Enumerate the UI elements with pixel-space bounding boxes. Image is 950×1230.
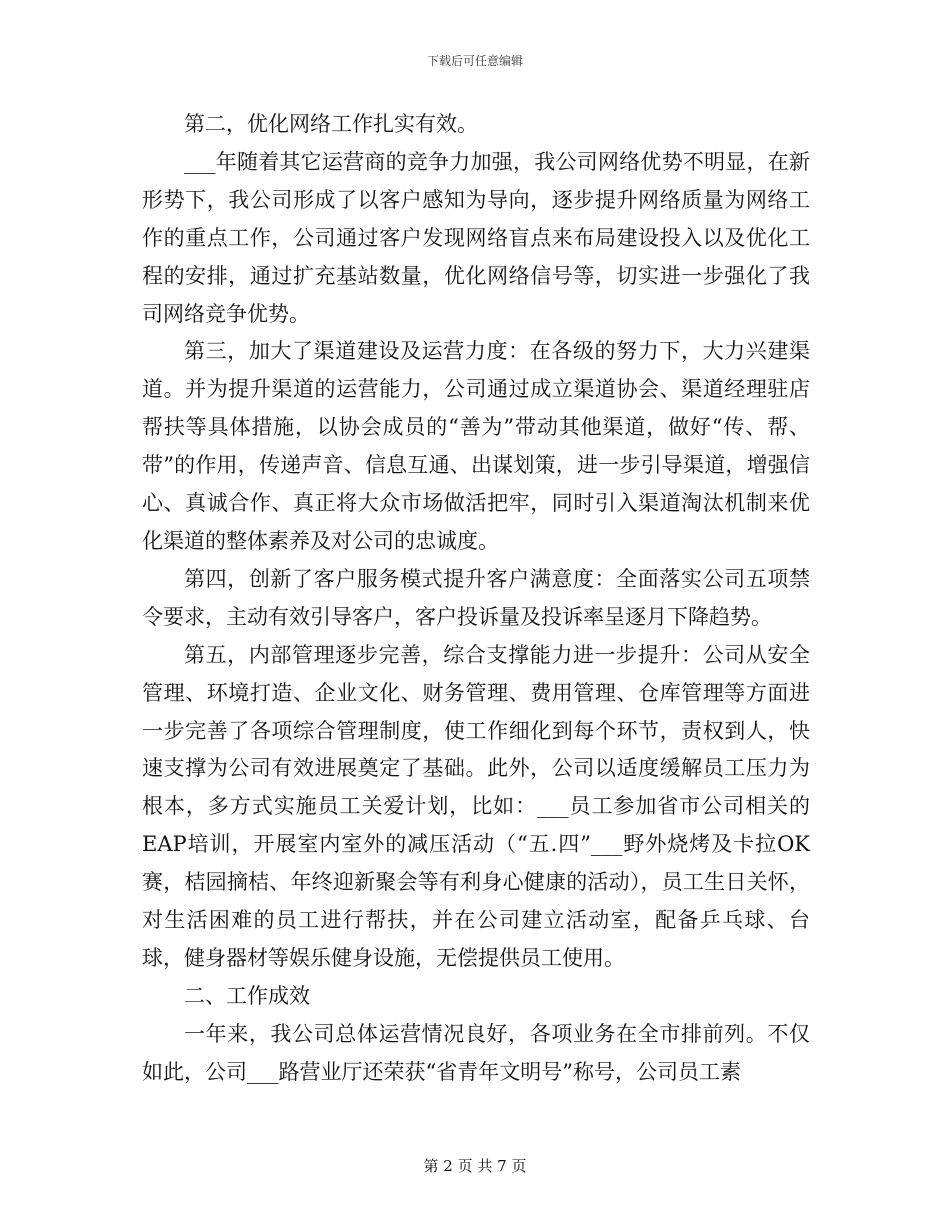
paragraph-customer-service: 第四，创新了客户服务模式提升客户满意度：全面落实公司五项禁令要求，主动有效引导客户，客户投诉量及投诉率呈逐月下降趋势。 <box>142 566 810 629</box>
paragraph-network-optimization: ___年随着其它运营商的竞争力加强，我公司网络优势不明显，在新形势下，我公司形成了以客户感知为导向，逐步提升网络质量为网络工作的重点工作，公司通过客户发现网络盲点来布局建设投入以及优化工程的安排，通过扩充基站数量，优化网络信号等，切实进一步强化了我司网络竞争优势。 <box>142 149 810 326</box>
paragraph-internal-management: 第五，内部管理逐步完善，综合支撑能力进一步提升：公司从安全管理、环境打造、企业文化、财务管理、费用管理、仓库管理等方面进一步完善了各项综合管理制度，使工作细化到每个环节，责权到人，快速支撑为公司有效进展奠定了基础。此外，公司以适度缓解员工压力为根本，多方式实施员工关爱计划，比如：___员工参加省市公司相关的EAP培训，开展室内室外的减压活动（“五.四”___野外烧烤及卡拉OK赛，桔园摘桔、年终迎新聚会等有利身心健康的活动），员工生日关怀，对生活困难的员工进行帮扶，并在公司建立活动室，配备乒乓球、台球，健身器材等娱乐健身设施，无偿提供员工使用。 <box>142 642 810 970</box>
paragraph-channel-construction: 第三，加大了渠道建设及运营力度：在各级的努力下，大力兴建渠道。并为提升渠道的运营能力，公司通过成立渠道协会、渠道经理驻店帮扶等具体措施，以协会成员的“善为”带动其他渠道，做好“传、帮、带”的作用，传递声音、信息互通、出谋划策，进一步引导渠道，增强信心、真诚合作、真正将大众市场做活把牢，同时引入渠道淘汰机制来优化渠道的整体素养及对公司的忠诚度。 <box>142 339 810 553</box>
page-header: 下载后可任意编辑 <box>426 54 523 68</box>
page-number: 第 2 页 共 7 页 <box>423 1157 527 1175</box>
document-body <box>142 106 810 1092</box>
section-heading-work-results: 二、工作成效 <box>184 983 310 1008</box>
paragraph-work-results: 一年来，我公司总体运营情况良好，各项业务在全市排前列。不仅如此，公司___路营业厅还荣获“省青年文明号”称号，公司员工素 <box>142 1021 810 1084</box>
paragraph-network-optimization-heading: 第二，优化网络工作扎实有效。 <box>184 112 478 136</box>
